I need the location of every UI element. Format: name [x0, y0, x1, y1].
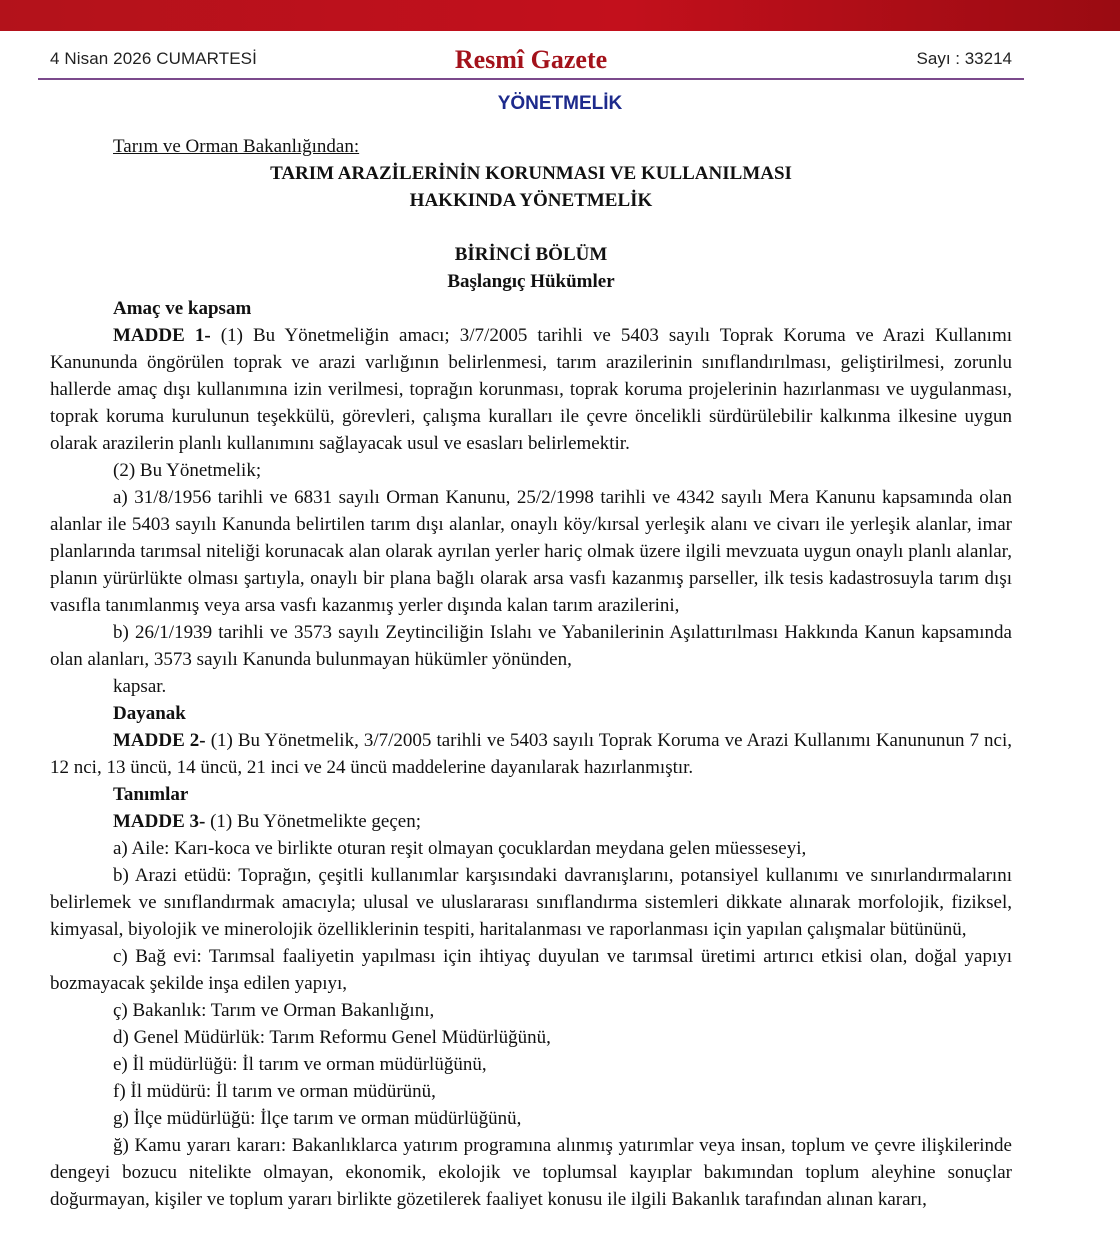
article-1-paragraph-2: (2) Bu Yönetmelik;: [113, 460, 262, 481]
regulation-title-line-2: HAKKINDA YÖNETMELİK: [409, 190, 653, 211]
spacer: [50, 214, 1012, 241]
article-2-heading: Dayanak: [113, 703, 186, 724]
article-1-text: (1) Bu Yönetmeliğin amacı; 3/7/2005 tarihli ve 5403 sayılı Toprak Koruma ve Arazi Kullanımı Kanununda öngörülen toprak ve arazi varlığının belirlenmesi, tarım arazilerinin sınıflandırılması, geliştirilmesi, zorunlu hallerde amaç dışı kullanımına izin verilmesi, toprağın korunması, toprak koruma projelerinin hazırlanması ve uygulanması, toprak koruma kurulunun teşekkülü, görevleri, çalışma kuralları ile çevre öncelikli sürdürülebilir kalkınma ilkesine uygun olarak arazilerin planlı kullanımını sağlayacak usul ve esasları belirlemektir.: [50, 325, 1012, 454]
article-3-intro: [50, 808, 1012, 835]
article-3-heading: Tanımlar: [113, 784, 189, 805]
gazette-header: [38, 40, 1024, 80]
article-3-intro-text: (1) Bu Yönetmelikte geçen;: [210, 811, 421, 832]
definition-item: ç) Bakanlık: Tarım ve Orman Bakanlığını,: [113, 1000, 435, 1021]
article-1-heading: Amaç ve kapsam: [113, 298, 252, 319]
document-body: [50, 133, 1012, 1213]
definition-item: f) İl müdürü: İl tarım ve orman müdürünü,: [113, 1081, 436, 1102]
article-1-end: kapsar.: [113, 676, 167, 697]
definition-item: g) İlçe müdürlüğü: İlçe tarım ve orman müdürlüğünü,: [113, 1108, 522, 1129]
article-2-paragraph: [50, 727, 1012, 781]
section-name: BİRİNCİ BÖLÜM: [454, 244, 608, 265]
issue-number: Sayı : 33214: [916, 49, 1012, 68]
definition-item: b) Arazi etüdü: Toprağın, çeşitli kullanımlar karşısındaki davranışlarını, potansiyel kullanımı ve sınırlandırmalarını belirlemek ve sınıflandırmak amacıyla; ulusal ve uluslararası sınıflandırma sistemleri dikkate alınarak morfolojik, fiziksel, kimyasal, biyolojik ve minerolojik özelliklerinin tespiti, haritalanması ve raporlanması için yapılan çalışmalar bütününü,: [50, 865, 1012, 940]
top-red-bar: [0, 0, 1120, 31]
article-1-paragraph-1: [50, 322, 1012, 457]
definition-item: a) Aile: Karı-koca ve birlikte oturan reşit olmayan çocuklardan meydana gelen müesseseyi,: [113, 838, 807, 859]
article-1-item-b: b) 26/1/1939 tarihli ve 3573 sayılı Zeytinciliğin Islahı ve Yabanilerinin Aşılattırılması Hakkında Kanun kapsamında olan alanları, 3573 sayılı Kanunda bulunmayan hükümler yönünden,: [50, 622, 1012, 670]
definition-item: c) Bağ evi: Tarımsal faaliyetin yapılması için ihtiyaç duyulan ve tarımsal üretimi artırıcı etkisi olan, doğal yapıyı bozmayacak şekilde inşa edilen yapıyı,: [50, 946, 1012, 994]
definition-item: ğ) Kamu yararı kararı: Bakanlıklarca yatırım programına alınmış yatırımlar veya insan, toplum ve çevre ilişkilerinde dengeyi bozucu nitelikte olmayan, ekonomik, ekolojik ve toplumsal kayıplar bakımından toplum aleyhine sonuçlar doğurmayan, kişiler ve toplum yararı birlikte gözetilerek faaliyet konusu ile ilgili Bakanlık tarafından alınan kararı,: [50, 1135, 1012, 1210]
article-2-label: MADDE 2-: [113, 730, 206, 751]
document-type: YÖNETMELİK: [497, 93, 623, 114]
article-3-label: MADDE 3-: [113, 811, 206, 832]
section-subtitle: Başlangıç Hükümler: [447, 271, 615, 292]
article-1-label: MADDE 1-: [113, 325, 211, 346]
gazette-title: Resmî Gazete: [454, 45, 608, 74]
regulation-title-line-1: TARIM ARAZİLERİNİN KORUNMASI VE KULLANILMASI: [270, 163, 792, 184]
article-2-text: (1) Bu Yönetmelik, 3/7/2005 tarihli ve 5403 sayılı Toprak Koruma ve Arazi Kullanımı Kanununun 7 nci, 12 nci, 13 üncü, 14 üncü, 21 inci ve 24 üncü maddelerine dayanılarak hazırlanmıştır.: [50, 730, 1013, 778]
definition-item: e) İl müdürlüğü: İl tarım ve orman müdürlüğünü,: [113, 1054, 487, 1075]
issuing-ministry: Tarım ve Orman Bakanlığından:: [113, 136, 360, 157]
definition-item: d) Genel Müdürlük: Tarım Reformu Genel Müdürlüğünü,: [113, 1027, 551, 1048]
article-1-item-a: a) 31/8/1956 tarihli ve 6831 sayılı Orman Kanunu, 25/2/1998 tarihli ve 4342 sayılı Mera Kanunu kapsamında olan alanlar ile 5403 sayılı Kanunda belirtilen tarım dışı alanlar, onaylı köy/kırsal yerleşik alanı ve civarı ile yerleşik alanlar, imar planlarında tarımsal niteliği korunacak alan olarak ayrılan yerler hariç olmak üzere ilgili mevzuata uygun onaylı planlı alanlar, planın yürürlükte olması şartıyla, onaylı bir plana bağlı olarak arsa vasfı kazanmış parseller, ilk tesis kadastrosuyla tarım dışı vasıfla tanımlanmış veya arsa vasfı kazanmış yerler dışında kalan tarım arazilerini,: [50, 487, 1012, 616]
issue-date: 4 Nisan 2026 CUMARTESİ: [50, 49, 257, 68]
